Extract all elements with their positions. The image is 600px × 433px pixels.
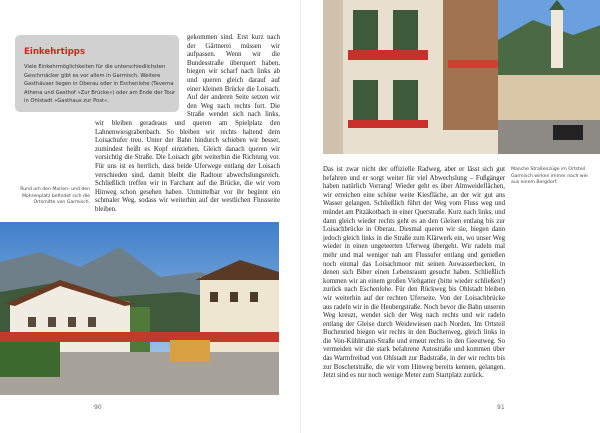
photo-caption: Rund um den Marien- und den Mohrenplatz befindet sich die Ortsmitte von Garmisch.: [20, 187, 90, 206]
page-number: 90: [94, 404, 102, 411]
wide-text: wir bleiben geradeaus und queren am Spielplatz den Lahnenwiesgrabenbach. So bleiben wir rechts haltend dem Loisachufer treu. Unter der Bahn hindurch schieben wir besser, zumindest heißt es Kopf einziehen. Gleich danach queren wir vorsichtig die Straße. Die Loisach gibt weiterhin die Richtung vor. Für uns ist es herrlich, dass beide Uferwege entlang der Loisach verschieden sind, damit bleibt die Radtour abwechslungsreich. Schließlich treffen wir in Farchant auf die Brücke, die wir vom Hinweg schon gesehen haben. Unmittelbar vor ihr beginnt ein schmaler Weg, sodass wir weiterhin auf der westlichen Flussseite bleiben.: [95, 119, 280, 213]
page-number: 91: [497, 404, 505, 411]
tip-box-title: Einkehrtipps: [24, 47, 86, 57]
tip-box-spacer: [95, 34, 187, 117]
column-text: gekommen sind. Erst kurz nach der Gärtnerei müssen wir aufpassen. Wenn wir die Bundesstraße überquert haben, biegen wir scharf nach links ab und queren gleich darauf auf einer kleinen Brücke die Loisach. Auf der anderen Seite setzen wir den Weg nach rechts fort. Die Straße wendet sich nach links,: [187, 34, 280, 119]
right-page: [300, 0, 600, 433]
photo-caption: Manche Straßenzüge im Ortsteil Garmisch wirken immer noch wie aus einem Bergdorf.: [511, 167, 588, 186]
tip-box-text: Viele Einkehrmöglichkeiten für die unterschiedlichsten Geschmäcker gibt es vor allem in Garmisch. Weitere Gasthäuser liegen in Oberau oder in Eschenlohe (Taverna Athena und Gasthof »Zur Brücke«) oder am Ende der Tour in Ohlstadt »Gasthaus zur Post«.: [24, 64, 176, 105]
body-text: Das ist zwar nicht der offizielle Radweg, aber er lässt sich gut befahren und er sorgt weiter für viel Abwechslung – Fußgänger haben natürlich Vorrang! Wieder geht es über Almweideflächen, wir erreichen eine schöne weite Kiesfläche, an der wir gut ans Wasser gelangen. Schließlich führt der Weg vom Fluss weg und mündet am Pitzäkotbach in einer Querstraße. Kurz nach links, und dann gleich wieder rechts geht es an den Gleisen entlang bis zur Loisachbrücke in Oberau. Diesmal queren wir sie, biegen dann jedoch gleich links in die Straße zum Klärwerk ein, wo unser Weg wieder in einen ungeteerten Uferweg übergeht. Wir radeln mal mehr und mal weniger nah am Flussufer entlang und genießen noch einmal das Loisachmoor mit seinen Auwasserbecken, in denen sich Biber einen Lebensraum gesucht haben. Schließlich kommen wir an einem großen Viehgatter (bitte wieder schließen!) zurück nach Eschenlohe. Für den Rückweg bis Ohlstadt bleiben wir weiterhin auf der rechten Uferseite. Von der Loisachbrücke aus radeln wir in die Heubergstraße. Noch bevor die Bahn unseren Weg kreuzt, wendet sich der Weg nach rechts und wir radeln entlang der Gleise durch Weidewiesen nach Norden. Im Ortsteil Buchenried biegen wir rechts in den Buchenweg, gleich links in die Von-Kühlmann-Straße und erneut rechts in den Geeutweg. So vermeiden wir die stark befahrene Autostraße und kommen über das Warmfreibad von Ohlstadt zur Badstraße, in der wir rechts bis zur Boschetstraße, die wir vom Hinweg bereits kennen, gelangen. Jetzt sind es nur noch wenige Meter zum Startplatz zurück.: [323, 166, 505, 380]
left-text-flow: [95, 34, 280, 214]
garmisch-street-photo: [323, 0, 600, 154]
garmisch-square-photo: [0, 222, 279, 395]
